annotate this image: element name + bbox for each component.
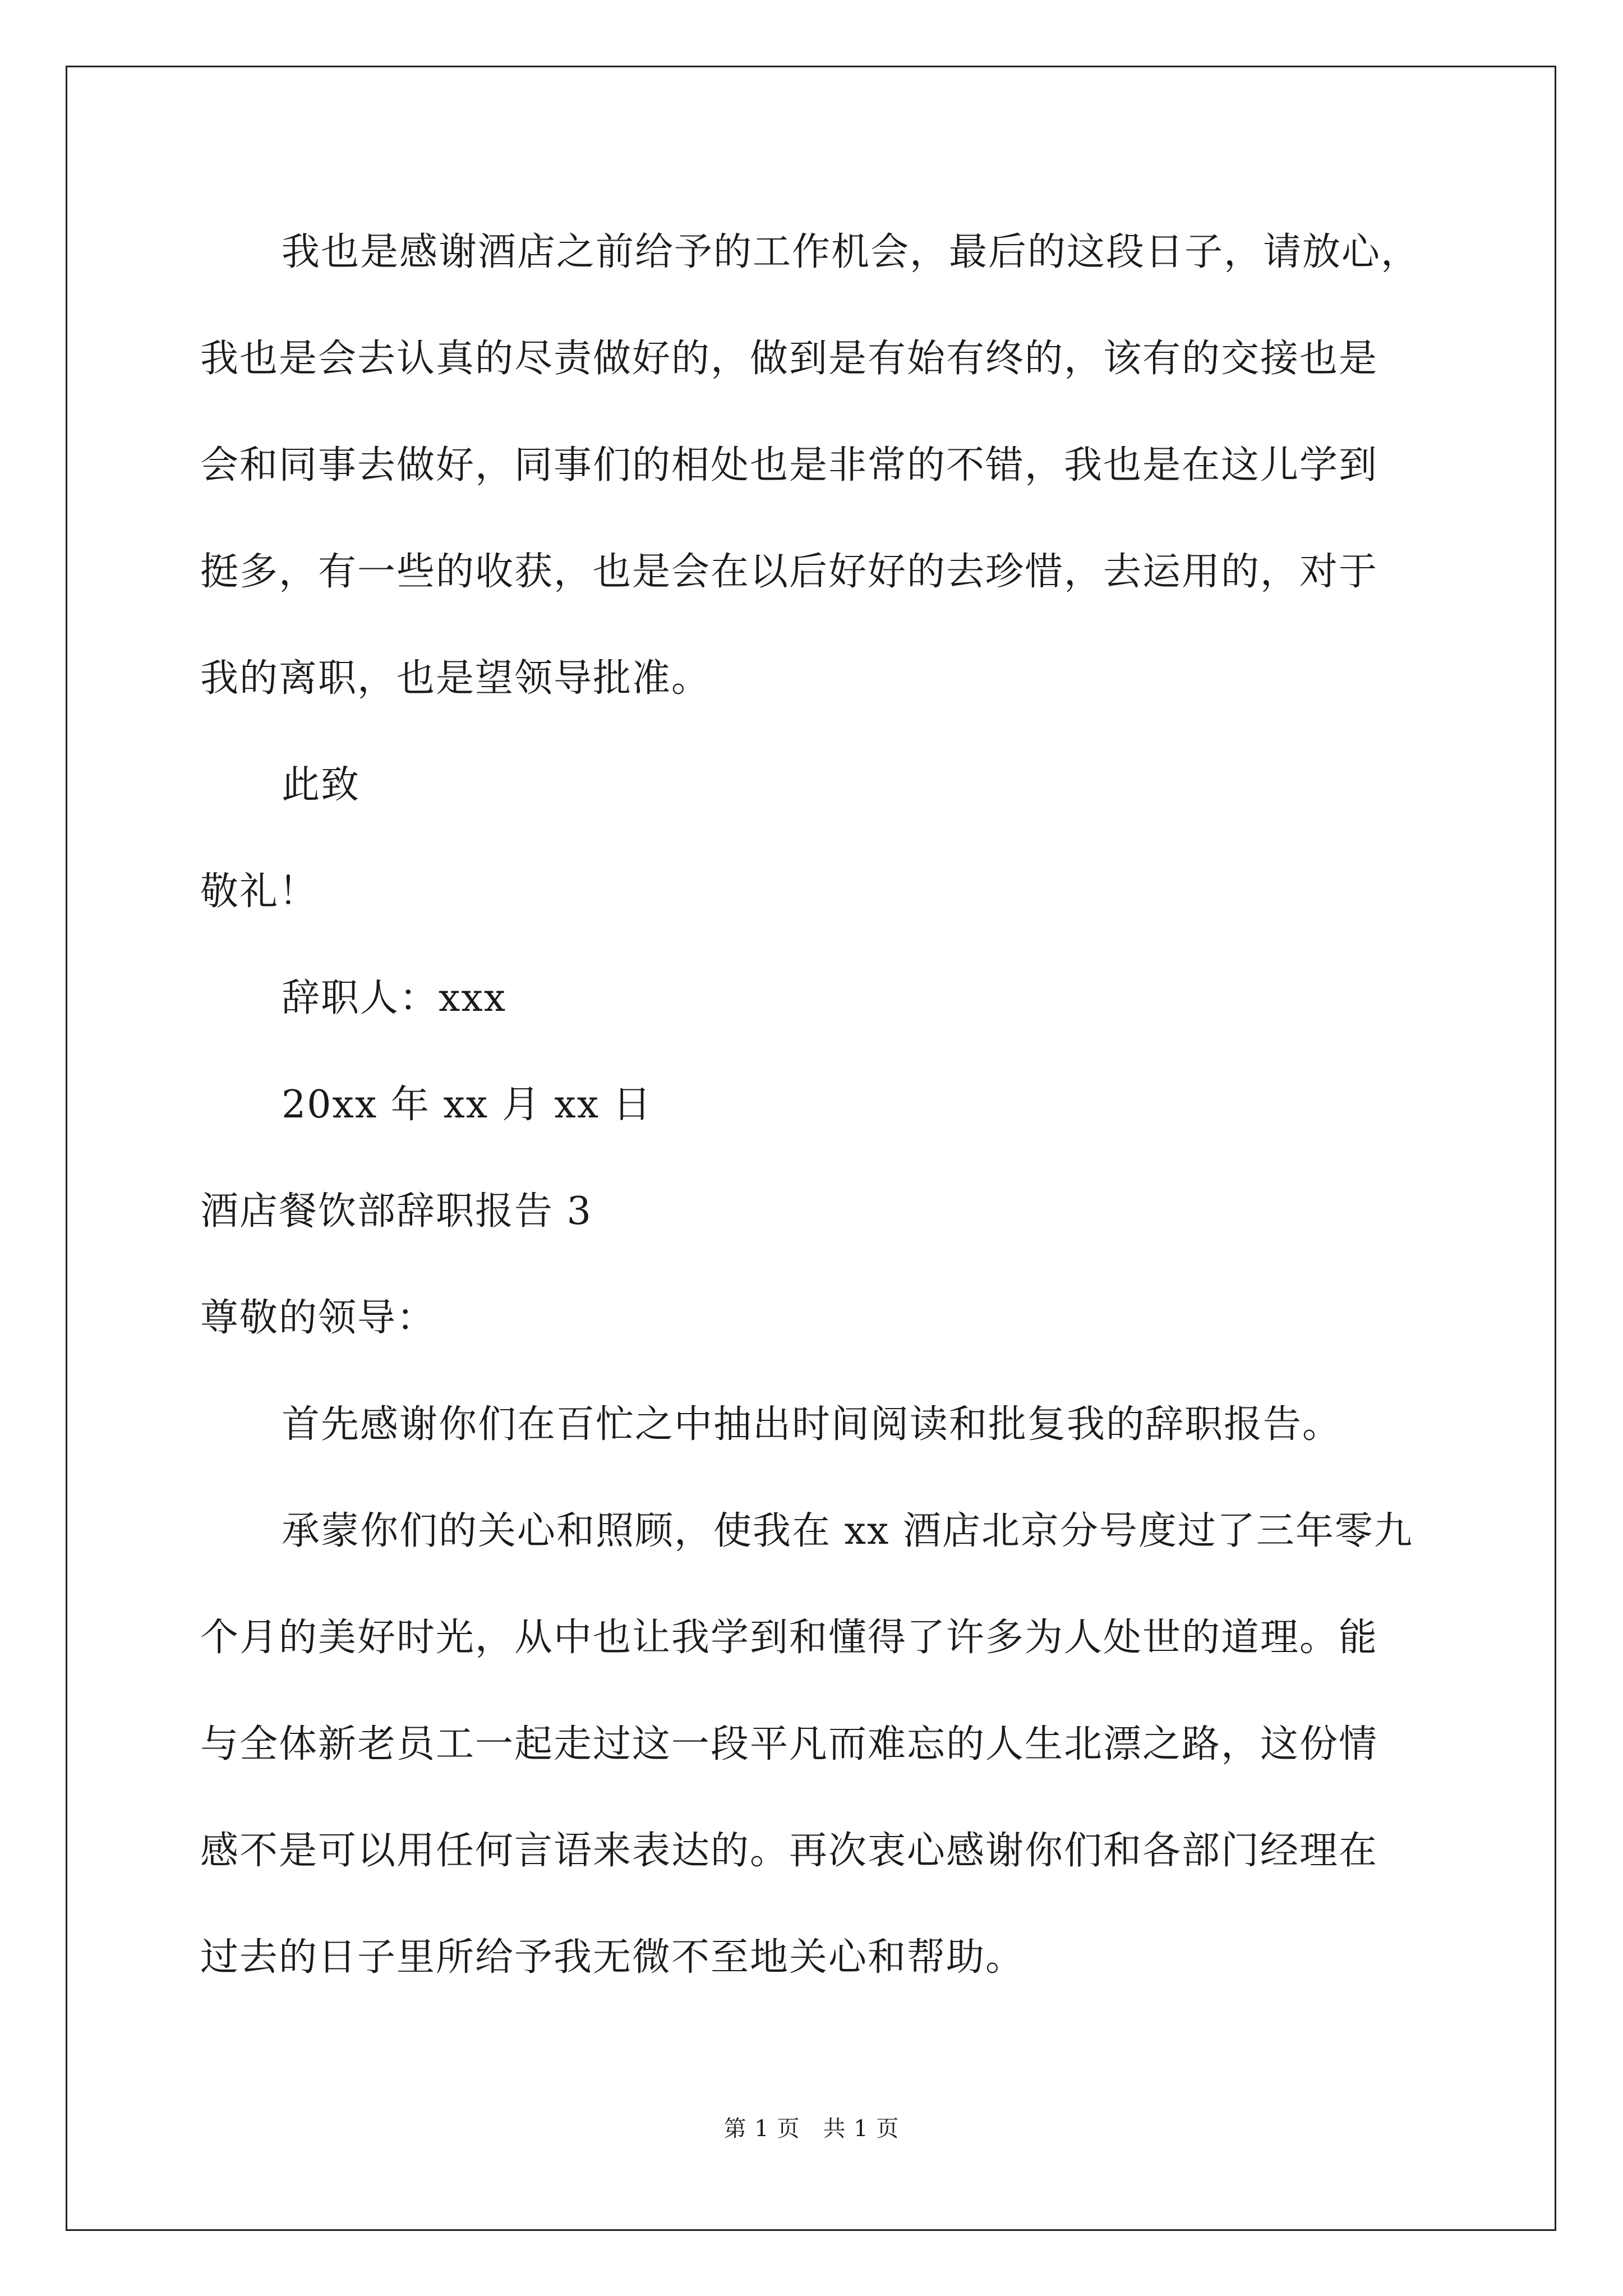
page-border: [66, 66, 1556, 2231]
paragraph-3-line-4: 感不是可以用任何言语来表达的。再次衷心感谢你们和各部门经理在: [200, 1829, 1378, 1873]
paragraph-1-line-2: 我也是会去认真的尽责做好的，做到是有始有终的，该有的交接也是: [200, 337, 1378, 381]
paragraph-3-line-2: 个月的美好时光，从中也让我学到和懂得了许多为人处世的道理。能: [200, 1616, 1378, 1660]
paragraph-1-line-4: 挺多，有一些的收获，也是会在以后好好的去珍惜，去运用的，对于: [200, 550, 1378, 594]
salutation: 敬礼！: [200, 869, 319, 914]
closing-phrase: 此致: [282, 763, 361, 807]
paragraph-2: 首先感谢你们在百忙之中抽出时间阅读和批复我的辞职报告。: [282, 1402, 1342, 1447]
paragraph-3-line-3: 与全体新老员工一起走过这一段平凡而难忘的人生北漂之路，这份情: [200, 1722, 1378, 1766]
paragraph-1-line-3: 会和同事去做好，同事们的相处也是非常的不错，我也是在这儿学到: [200, 443, 1378, 487]
paragraph-3-line-1: 承蒙你们的关心和照顾，使我在 xx 酒店北京分号度过了三年零九: [282, 1509, 1413, 1553]
greeting: 尊敬的领导：: [200, 1296, 436, 1340]
paragraph-1-line-1: 我也是感谢酒店之前给予的工作机会，最后的这段日子，请放心，: [282, 230, 1421, 274]
date: 20xx 年 xx 月 xx 日: [282, 1083, 652, 1127]
paragraph-1-line-5: 我的离职，也是望领导批准。: [200, 656, 711, 701]
section-title: 酒店餐饮部辞职报告 3: [200, 1189, 592, 1234]
paragraph-3-line-5: 过去的日子里所给予我无微不至地关心和帮助。: [200, 1935, 1025, 1980]
signer: 辞职人：xxx: [282, 976, 507, 1020]
page-footer: 第 1 页 共 1 页: [723, 2116, 900, 2142]
